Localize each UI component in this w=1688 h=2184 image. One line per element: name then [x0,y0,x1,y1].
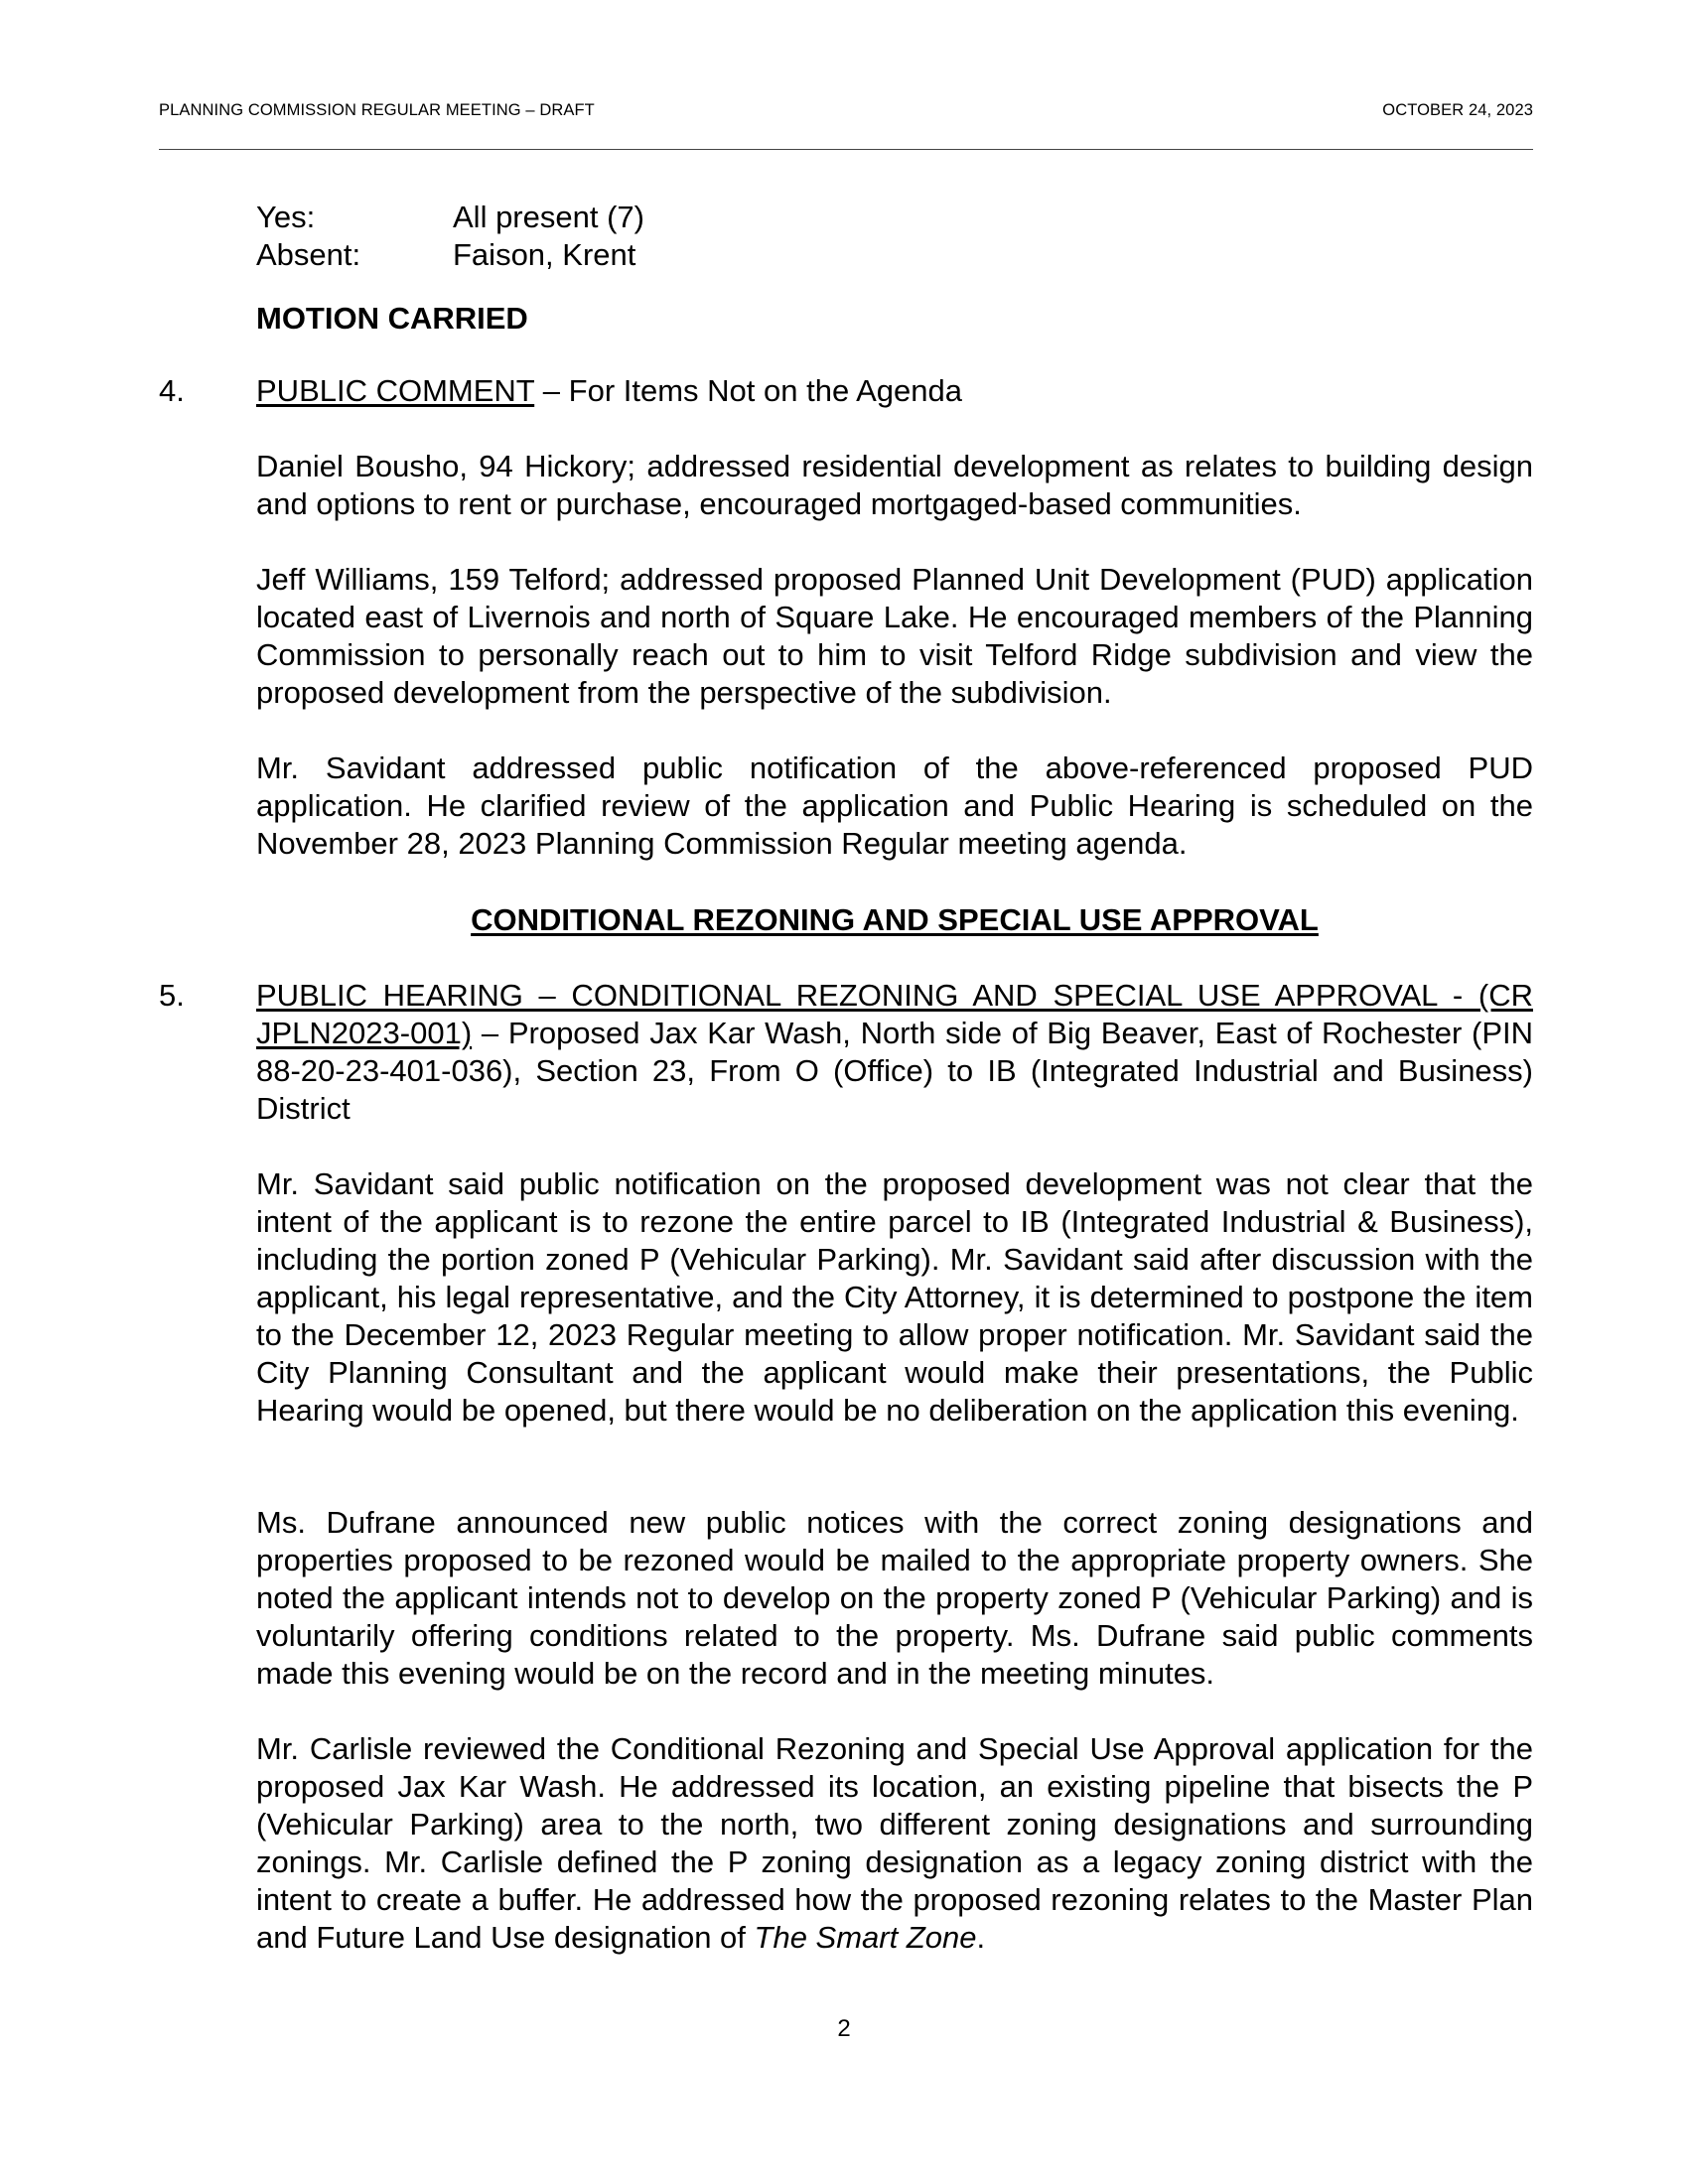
minutes-paragraph: Ms. Dufrane announced new public notices with the correct zoning designations and properties proposed to be rezoned would be mailed to the appropriate property owners. She noted the applicant intends not to develop on the property zoned P (Vehicular Parking) and is voluntarily offering conditions related to the property. Ms. Dufrane said public comments made this evening would be on the record and in the meeting minutes. [256,1505,1533,1691]
minutes-paragraph-text: Mr. Carlisle reviewed the Conditional Rezoning and Special Use Approval application for the proposed Jax Kar Wash. He addressed its location, an existing pipeline that bisects the P (Vehicular Parking) area to the north, two different zoning designations and surrounding zonings. Mr. Carlisle defined the P zoning designation as a legacy zoning district with the intent to create a buffer. He addressed how the proposed rezoning relates to the Master Plan and Future Land Use designation of [256,1731,1533,1955]
minutes-paragraph: Mr. Savidant said public notification on the proposed development was not clear that the intent of the applicant is to rezone the entire parcel to IB (Integrated Industrial & Business), including the portion zoned P (Vehicular Parking). Mr. Savidant said after discussion with the applicant, his legal representative, and the City Attorney, it is determined to postpone the item to the December 12, 2023 Regular meeting to allow proper notification. Mr. Savidant said the City Planning Consultant and the applicant would make their presentations, the Public Hearing would be opened, but there would be no deliberation on the application this evening. [256,1166,1533,1428]
vote-absent-row [256,236,644,274]
vote-yes-label: Yes: [256,200,316,234]
vote-tally [256,199,644,274]
vote-yes-row [256,199,644,236]
agenda-item-subtitle: – For Items Not on the Agenda [534,373,962,408]
header-divider [159,149,1533,150]
page-header [159,101,1533,120]
agenda-item-number: 4. [159,373,185,408]
smart-zone-term: The Smart Zone [754,1920,977,1955]
section-heading [256,901,1533,939]
public-comment-paragraph: Daniel Bousho, 94 Hickory; addressed residential development as relates to building design and options to rent or purchase, encouraged mortgaged-based communities. [256,449,1533,521]
section-heading-text: CONDITIONAL REZONING AND SPECIAL USE APPROVAL [471,902,1319,937]
agenda-item-title: PUBLIC HEARING – CONDITIONAL REZONING AND SPECIAL USE APPROVAL - (CR JPLN2023-001) [256,978,1533,1050]
vote-yes-value: All present (7) [453,200,644,234]
motion-result: MOTION CARRIED [256,301,528,336]
vote-absent-label: Absent: [256,237,361,272]
agenda-item-title: PUBLIC COMMENT [256,373,535,408]
public-comment-paragraph: Mr. Savidant addressed public notification of the above-referenced proposed PUD application. He clarified review of the application and Public Hearing is scheduled on the November 28, 2023 Planning Commission Regular meeting agenda. [256,751,1533,861]
minutes-paragraph [256,1730,1533,1957]
public-comment-paragraph: Jeff Williams, 159 Telford; addressed proposed Planned Unit Development (PUD) application located east of Livernois and north of Square Lake. He encouraged members of the Planning Commission to personally reach out to him to visit Telford Ridge subdivision and view the proposed development from the perspective of the subdivision. [256,562,1533,710]
agenda-item-5 [159,977,1533,1128]
agenda-item-heading [256,977,1533,1128]
header-meeting-title: PLANNING COMMISSION REGULAR MEETING – DRAFT [159,101,595,119]
minutes-paragraph-end: . [976,1920,986,1955]
agenda-item-4 [159,372,1533,410]
vote-absent-value: Faison, Krent [453,237,636,272]
header-date: OCTOBER 24, 2023 [1382,101,1533,119]
agenda-item-number: 5. [159,978,185,1013]
agenda-item-heading [256,372,1533,410]
page-number: 2 [837,2015,851,2042]
agenda-item-subtitle: – Proposed Jax Kar Wash, North side of Big Beaver, East of Rochester (PIN 88-20-23-401-036), Section 23, From O (Office) to IB (Integrated Industrial and Business) District [256,1016,1533,1126]
